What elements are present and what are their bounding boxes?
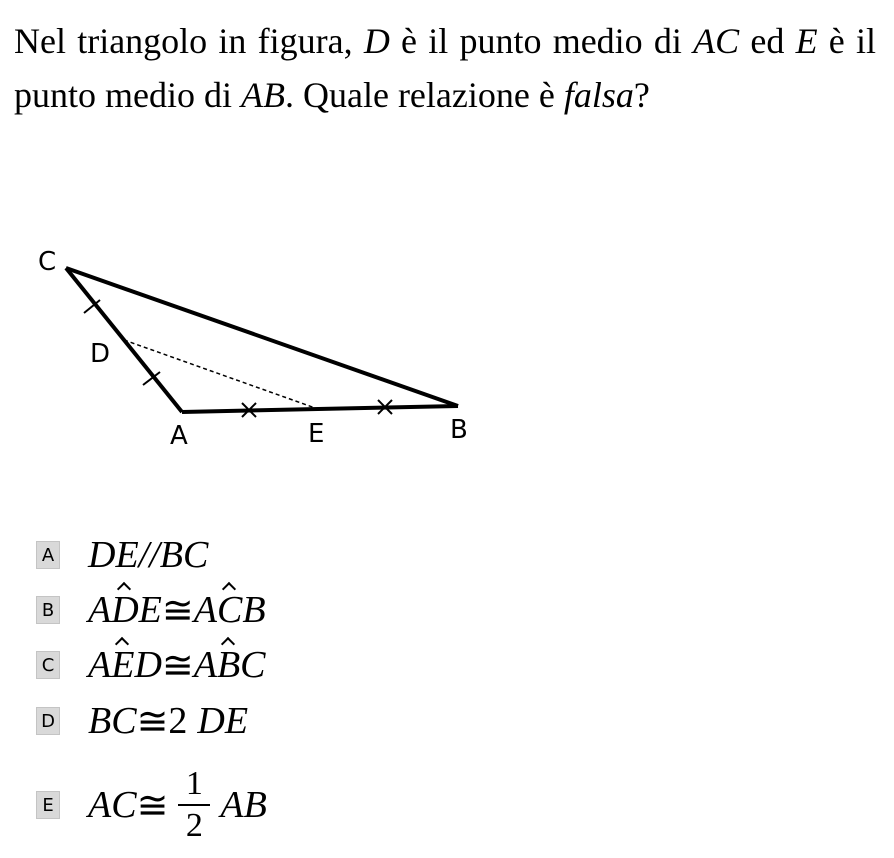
option-a[interactable] [36,530,208,580]
option-letter: E [36,791,60,819]
option-expression: AC ≅ $\frac{1}{2}$ AB [88,765,267,844]
triangle-figure [0,230,500,460]
label-b: B [450,415,468,445]
option-expression: BC ≅ 2 DE [88,700,249,743]
option-d[interactable] [36,696,248,746]
option-expression: A E D ≅ A B C [88,644,266,687]
option-letter: D [36,707,60,735]
option-letter: B [36,596,60,624]
option-letter: A [36,541,60,569]
label-a: A [170,421,188,451]
option-c[interactable] [36,640,266,690]
label-e: E [308,419,325,449]
option-expression: DE // BC [88,534,209,576]
option-letter: C [36,651,60,679]
option-e[interactable] [36,755,267,855]
question-text: Nel triangolo in figura, D è il punto medio di AC ed E è il punto medio di AB. Quale relazione è falsa? [14,21,877,115]
option-b[interactable] [36,585,266,635]
fraction: $\frac{1}{2}$ [178,764,210,846]
label-d: D [90,339,111,369]
side-ab [182,406,458,412]
option-expression: A D E ≅ A C B [88,589,266,632]
side-cb [66,268,458,406]
label-c: C [38,247,57,277]
